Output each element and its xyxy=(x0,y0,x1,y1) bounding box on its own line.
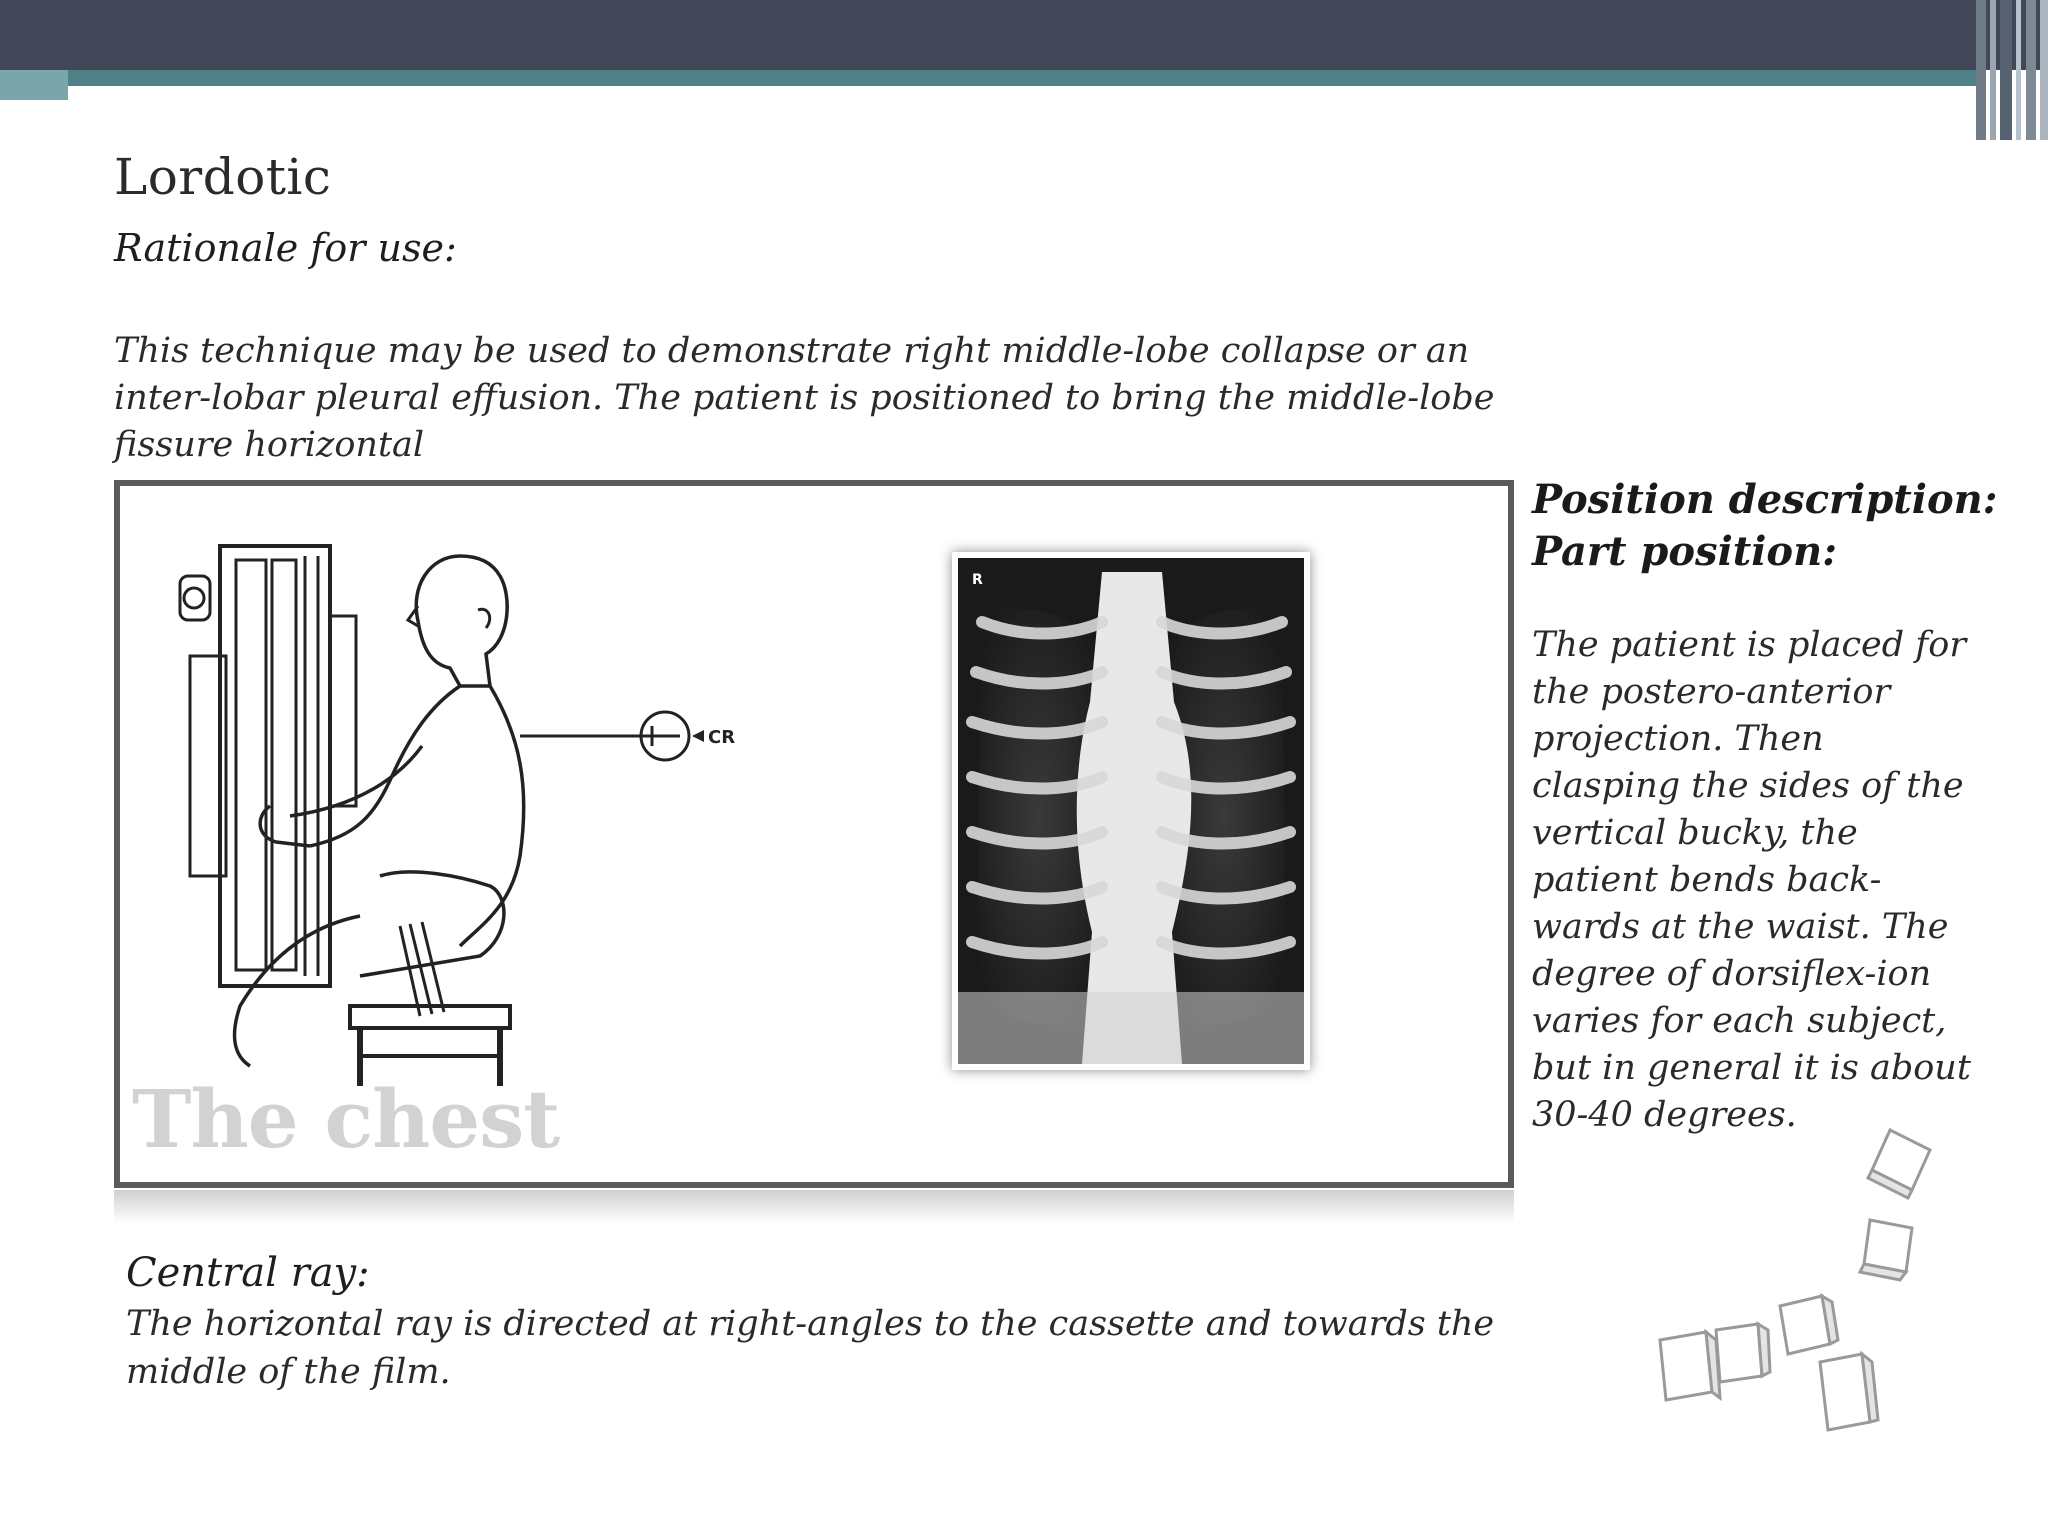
accent-strip xyxy=(68,70,1976,86)
position-description-heading: Position description: xyxy=(1532,476,1998,523)
part-position-heading: Part position: xyxy=(1532,528,1837,575)
rationale-text: This technique may be used to demonstrate right middle-lobe collapse or an inter-lobar pleural effusion. The patient is positioned to bring the middle-lobe fissure horizontal xyxy=(114,331,1495,465)
accent-block xyxy=(0,70,68,100)
xray-marker: R xyxy=(972,572,983,588)
position-heading xyxy=(1532,474,1998,578)
central-ray-text: The horizontal ray is directed at right-angles to the cassette and towards the middle of the film. xyxy=(126,1304,1495,1392)
right-edge-decoration xyxy=(1976,0,2048,140)
position-text: The patient is placed for the postero-anterior projection. Then clasping the sides of the vertical bucky, the patient bends back-wards at the waist. The degree of dorsiflex-ion varies for each subject, but in general it is about 30-40 degrees. xyxy=(1532,625,1971,1135)
chest-xray-image xyxy=(952,552,1310,1070)
patient-position-diagram xyxy=(160,536,800,1096)
slide-title: Lordotic xyxy=(114,148,332,206)
watermark-text: The chest xyxy=(132,1072,560,1166)
figure-shadow xyxy=(114,1190,1514,1224)
dice-cubes-icon xyxy=(1650,1110,1950,1450)
rationale-heading: Rationale for use: xyxy=(114,226,457,270)
top-bar xyxy=(0,0,2048,70)
central-ray-label: CR xyxy=(708,727,736,748)
figure-frame xyxy=(114,480,1514,1188)
central-ray-heading: Central ray: xyxy=(126,1250,370,1296)
